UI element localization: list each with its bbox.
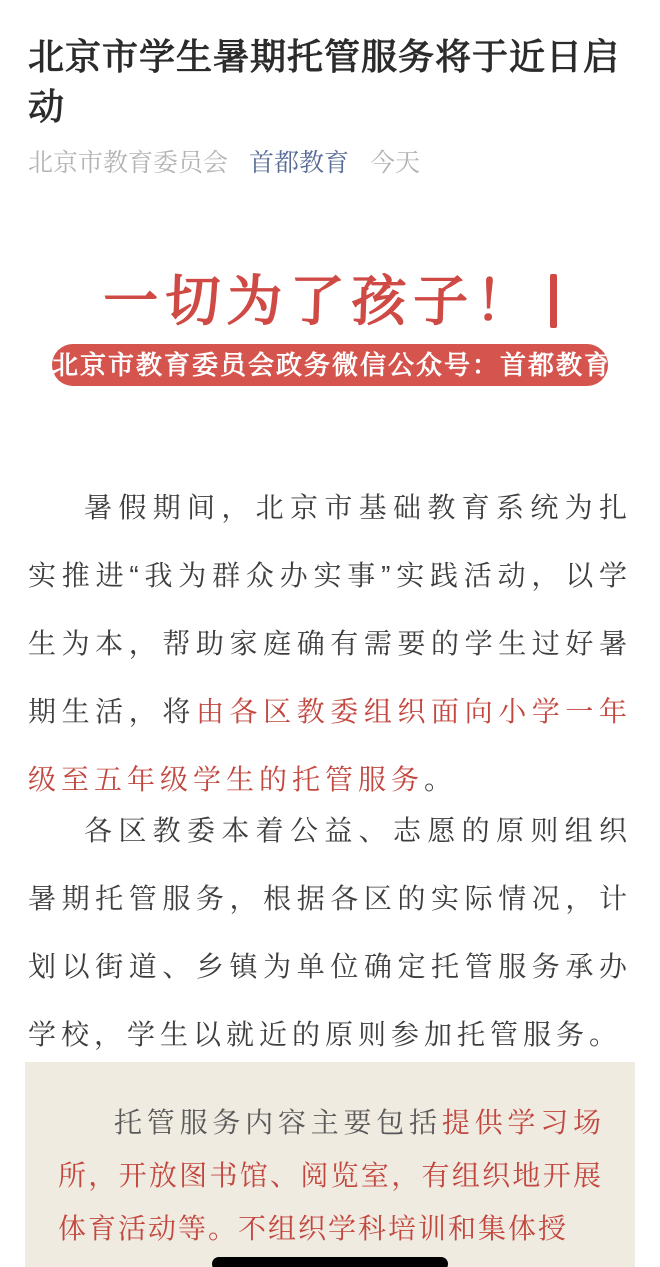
paragraph-2-plain-text: 各区教委本着公益、志愿的原则组织暑期托管服务，根据各区的实际情况，计划以街道、乡镇为单位确定托管服务承办学校，学生以就近的原则参加托管服务。 [28,815,632,1050]
vertical-bar-icon [550,274,557,328]
paragraph-1-red-text: 由各区教委组织面向小学一年级至五年级学生的托管服务 [28,696,632,795]
article-byline [28,150,632,176]
paragraph-1 [28,474,632,814]
article-title: 北京市学生暑期托管服务将于近日启动 [28,36,621,127]
highlight-box-red-text: 提供学习场所，开放图书馆、阅览室，有组织地开展体育活动等。不组织学科培训和集体授 [58,1107,603,1244]
highlight-box-gray-text: 托管服务内容主要包括 [114,1107,442,1138]
highlight-box [25,1062,635,1267]
paragraph-2 [28,797,632,1069]
publish-date: 今天 [370,149,421,177]
banner-slogan-text: 一切为了孩子！ [102,270,539,332]
highlight-box-paragraph [58,1096,603,1255]
author-name: 北京市教育委员会 [28,149,229,177]
banner-slogan-row [0,271,660,331]
banner-pill [52,344,613,386]
banner-pill-text: 北京市教育委员会政务微信公众号：首都教育 [52,350,613,380]
paragraph-1-plain-text: 暑假期间，北京市基础教育系统为扎实推进“我为群众办实事”实践活动，以学生为本，帮助家庭确有需要的学生过好暑期生活，将 [28,492,632,727]
home-indicator-bar [212,1257,448,1267]
paragraph-1-tail-text: 。 [424,764,458,795]
banner-image[interactable] [0,271,660,386]
account-link[interactable]: 首都教育 [249,149,350,177]
